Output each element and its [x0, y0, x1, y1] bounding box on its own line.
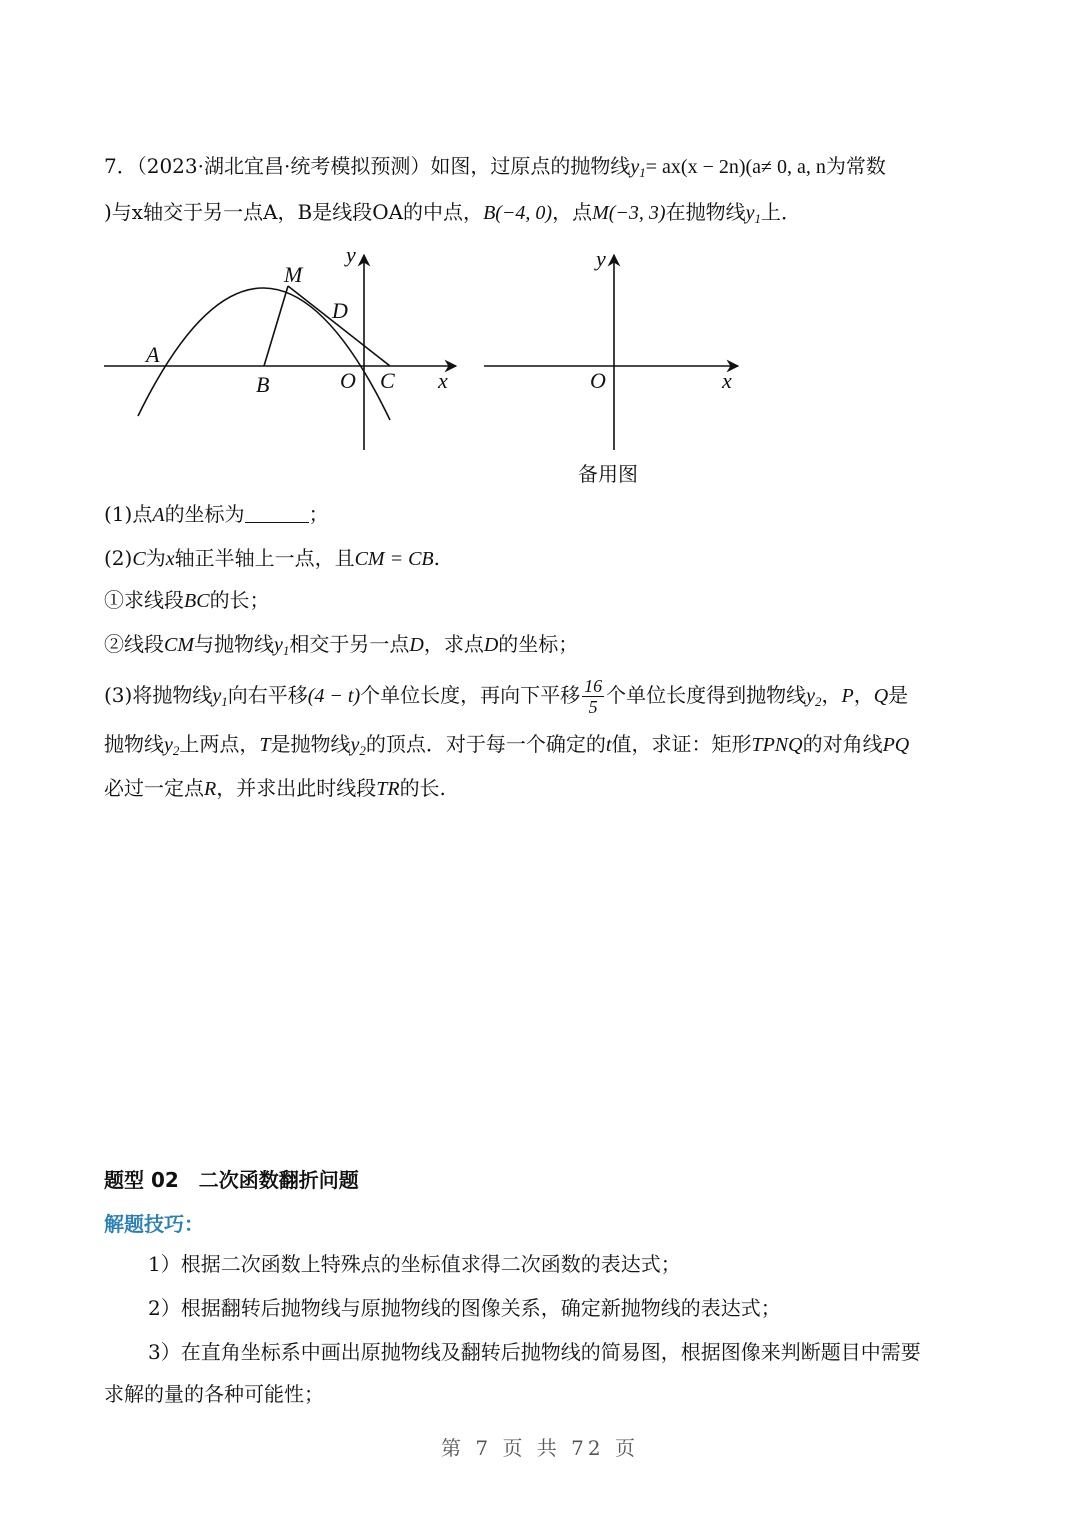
eq-sub: 1 — [639, 165, 646, 180]
problem-source: （2023·湖北宜昌·统考模拟预测） — [136, 154, 431, 178]
q3-l2-y2: y — [164, 734, 173, 756]
q22-text-b: 与抛物线 — [194, 632, 274, 656]
q2-text-d: . — [433, 546, 440, 570]
fraction-16-5 — [582, 676, 604, 717]
q3-text-c: 个单位长度，再向下平移 — [360, 683, 581, 707]
fraction-numerator: 16 — [584, 676, 603, 696]
q2-x: x — [165, 548, 175, 570]
q2-text-b: 为 — [145, 546, 166, 570]
q3-text-e: ， — [821, 683, 842, 707]
q1-text-a: (1)点 — [104, 502, 153, 526]
problem-number: 7． — [104, 154, 137, 178]
spare-label-x: x — [722, 368, 732, 393]
problem-intro: 如图，过原点的抛物线 — [430, 154, 631, 178]
q1-text-c: ； — [308, 502, 329, 526]
q3-text-b: 向右平移 — [227, 683, 308, 707]
question-1 — [104, 500, 329, 529]
q22-text-a: ②线段 — [104, 632, 164, 656]
q22-text-c: 相交于另一点 — [289, 632, 410, 656]
q21-segment-bc: BC — [184, 590, 210, 612]
tip-3-continued: 求解的量的各种可能性； — [104, 1382, 324, 1406]
q22-point-d: D — [409, 634, 424, 656]
label-d: D — [332, 298, 348, 323]
problem-line2-b: ，点 — [552, 200, 593, 224]
q3-text-d: 个单位长度得到抛物线 — [606, 683, 807, 707]
tip-1: 1）根据二次函数上特殊点的坐标值求得二次函数的表达式； — [148, 1252, 681, 1276]
q3-l2-e: 值，求证：矩形 — [611, 732, 752, 756]
segment-bm — [264, 286, 288, 366]
q3-l2-d: 的顶点．对于每一个确定的 — [365, 732, 606, 756]
q22-y: y — [274, 634, 283, 656]
q3-shift: (4 − t) — [307, 685, 361, 707]
page-footer: 第 7 页 共 72 页 — [441, 1436, 639, 1460]
q3-l2-a: 抛物线 — [104, 732, 164, 756]
q3-y1: y — [212, 685, 222, 707]
q2-point-c: C — [132, 548, 146, 570]
q3-l3-b: ，并求出此时线段 — [216, 776, 377, 800]
q22-y-sub: 1 — [282, 643, 290, 658]
q1-text-b: 的坐标为 — [164, 502, 245, 526]
spare-figure-caption: 备用图 — [578, 462, 638, 486]
tips-title: 解题技巧： — [104, 1212, 204, 1236]
eq-sub-2: 1 — [754, 211, 761, 226]
point-m: M(−3, 3) — [592, 202, 666, 224]
q22-point-d-2: D — [483, 634, 499, 656]
q22-text-d: ，求点 — [423, 632, 484, 656]
label-m: M — [284, 262, 303, 287]
q22-segment-cm: CM — [164, 634, 194, 656]
tip-3: 3）在直角坐标系中画出原抛物线及翻转后抛物线的简易图，根据图像来判断题目中需要 — [148, 1340, 921, 1364]
q3-text-a: (3)将抛物线 — [104, 683, 213, 707]
q3-y1-sub: 1 — [221, 694, 228, 709]
q3-segment-tr: TR — [376, 778, 400, 800]
question-2-1 — [104, 586, 270, 615]
problem-line2-c: 在抛物线 — [665, 200, 746, 224]
section-title: 题型 02 二次函数翻折问题 — [104, 1168, 359, 1192]
q3-l3-c: 的长. — [399, 776, 446, 800]
spare-label-y: y — [596, 246, 606, 271]
answer-blank[interactable] — [245, 502, 309, 523]
problem-line2-a: )与x轴交于另一点A，B是线段OA的中点， — [104, 200, 484, 224]
spare-label-o: O — [590, 368, 606, 393]
fraction-denominator: 5 — [588, 697, 598, 717]
q3-rect-tpnq: TPNQ — [751, 734, 803, 756]
eq-y: y — [630, 156, 640, 178]
label-a: A — [146, 342, 160, 367]
q3-point-t: T — [259, 734, 271, 756]
parabola-curve — [138, 288, 390, 420]
problem-line2-d: 上． — [760, 200, 801, 224]
q3-l2-c: 是抛物线 — [270, 732, 351, 756]
tip-2: 2）根据翻转后抛物线与原抛物线的图像关系，确定新抛物线的表达式； — [148, 1296, 781, 1320]
q3-point-q: Q — [873, 685, 889, 707]
parabola-equation: = ax(x − 2n)(a≠ 0, a, n — [645, 156, 826, 178]
q3-text-g: 是 — [888, 683, 909, 707]
q3-t: t — [605, 734, 612, 756]
label-o: O — [340, 368, 356, 393]
q21-text-b: 的长； — [209, 588, 270, 612]
question-3-line-3 — [104, 774, 446, 803]
question-3-line-2 — [104, 730, 909, 765]
q3-l2-f: 的对角线 — [802, 732, 883, 756]
q22-text-e: 的坐标； — [498, 632, 579, 656]
eq-y-2: y — [745, 202, 755, 224]
q3-l2-y2b-sub: 2 — [359, 743, 366, 758]
q3-diagonal-pq: PQ — [882, 734, 910, 756]
q3-point-r: R — [204, 778, 217, 800]
q2-text-c: 轴正半轴上一点，且 — [174, 546, 355, 570]
q3-l2-y2-sub: 2 — [172, 743, 180, 758]
question-2-2 — [104, 630, 578, 665]
q3-l2-b: 上两点， — [179, 732, 260, 756]
label-x: x — [438, 368, 448, 393]
point-b: B(−4, 0) — [483, 202, 553, 224]
question-3-line-1 — [104, 674, 908, 723]
label-y: y — [346, 242, 356, 267]
problem-intro-2: 为常数 — [825, 154, 886, 178]
q3-point-p: P — [841, 685, 854, 707]
q21-text-a: ①求线段 — [104, 588, 184, 612]
q3-text-f: ， — [853, 683, 874, 707]
q3-l2-y2b: y — [350, 734, 360, 756]
label-c: C — [380, 368, 395, 393]
q2-text-a: (2) — [104, 546, 133, 570]
label-b: B — [256, 372, 270, 397]
question-2 — [104, 544, 440, 573]
q3-l3-a: 必过一定点 — [104, 776, 204, 800]
q1-point-a: A — [152, 504, 165, 526]
q3-y2-sub: 2 — [815, 694, 822, 709]
q3-y2: y — [806, 685, 815, 707]
q2-equation: CM = CB — [354, 548, 434, 570]
